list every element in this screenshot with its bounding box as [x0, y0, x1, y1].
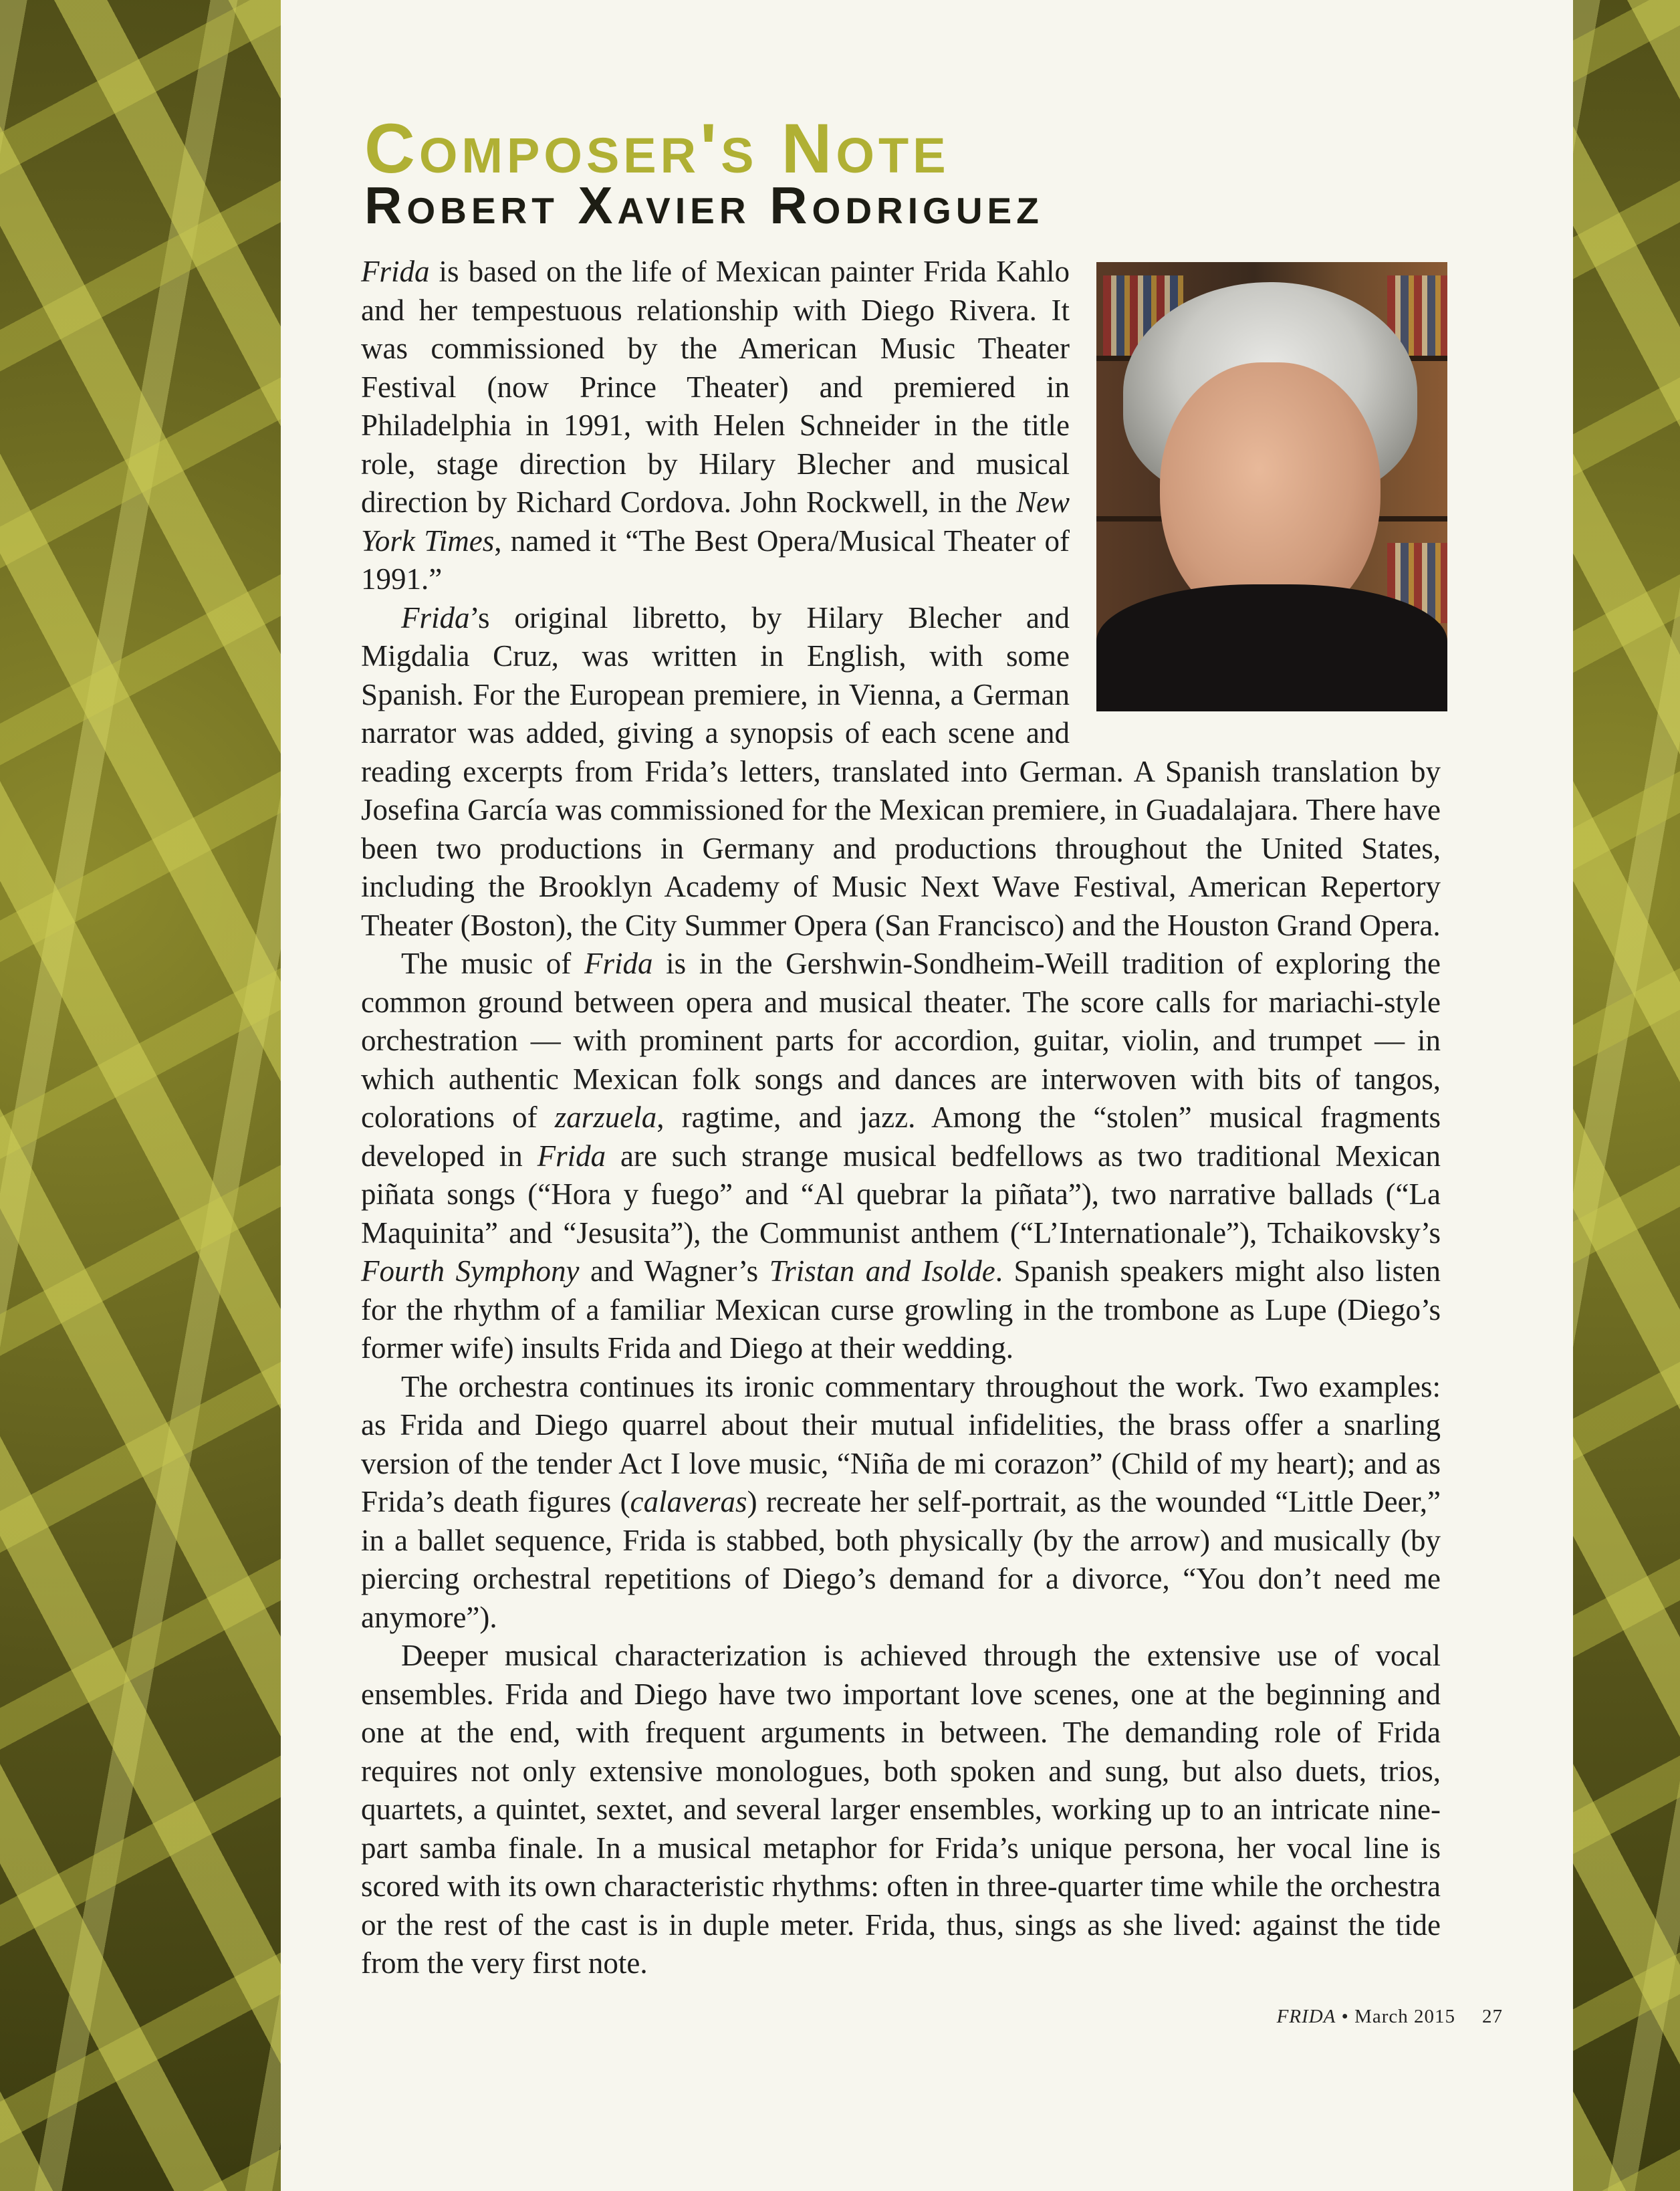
author-name: Robert Xavier Rodriguez — [364, 176, 1044, 235]
paragraph-5: Deeper musical characterization is achieved through the extensive use of vocal ensembles. Frida and Diego have two important love scenes, one at the beginning and one at the end, with frequent arguments in between. The demanding role of Frida requires not only extensive monologues, both spoken and sung, but also duets, trios, quartets, a quintet, sextet, and several larger ensembles, working up to an intricate nine-part samba finale. In a musical metaphor for Frida’s unique persona, her vocal line is scored with its own characteristic rhythms: often in three-quarter time while the orchestra or the rest of the cast is in duple meter. Frida, thus, sings as she lived: against the tide from the very first note. — [361, 1639, 1441, 1980]
paragraph-2: Frida’s original libretto, by Hilary Blecher and Migdalia Cruz, was written in English, with some Spanish. For the European premiere, in Vienna, a German narrator was added, giving a synopsis of each scene and reading excerpts from Frida’s letters, translated into German. A Spanish translation by Josefina García was commissioned for the Mexican premiere, in Guadalajara. There have been two productions in Germany and productions throughout the United States, including the Brooklyn Academy of Music Next Wave Festival, American Repertory Theater (Boston), the City Summer Opera (San Francisco) and the Houston Grand Opera. — [361, 600, 1441, 942]
footer-separator: • — [1336, 2006, 1355, 2027]
article-body — [361, 253, 1441, 1983]
paragraph-1: Frida is based on the life of Mexican painter Frida Kahlo and her tempestuous relationship with Diego Rivera. It was commissioned by the American Music Theater Festival (now Prince Theater) and premiered in Philadelphia in 1991, with Helen Schneider in the title role, stage direction by Hilary Blecher and musical direction by Richard Cordova. John Rockwell, in the New York Times, named it “The Best Opera/Musical Theater of 1991.” — [361, 255, 1070, 596]
issue-date: March 2015 — [1354, 2006, 1455, 2027]
decorative-background-right — [1573, 0, 1680, 2191]
decorative-background-left — [0, 0, 281, 2191]
page-footer — [1277, 2006, 1503, 2028]
publication-name: FRIDA — [1276, 2006, 1336, 2027]
paragraph-4: The orchestra continues its ironic commentary throughout the work. Two examples: as Frida and Diego quarrel about their mutual infidelities, the brass offer a snarling version of the tender Act I love music, “Niña de mi corazon” (Child of my heart); and as Frida’s death figures (calaveras) recreate her self-portrait, as the wounded “Little Deer,” in a ballet sequence, Frida is stabbed, both physically (by the arrow) and musically (by piercing orchestral repetitions of Diego’s demand for a divorce, “You don’t need me anymore”). — [361, 1369, 1441, 1634]
photo-wrap-space — [1070, 253, 1441, 721]
paragraph-3: The music of Frida is in the Gershwin-Sondheim-Weill tradition of exploring the common ground between opera and musical theater. The score calls for mariachi-style orchestration — with prominent parts for accordion, guitar, violin, and trumpet — in which authentic Mexican folk songs and dances are interwoven with bits of tangos, colorations of zarzuela, ragtime, and jazz. Among the “stolen” musical fragments developed in Frida are such strange musical bedfellows as two traditional Mexican piñata songs (“Hora y fuego” and “Al quebrar la piñata”), two narrative ballads (“La Maquinita” and “Jesusita”), the Communist anthem (“L’Internationale”), Tchaikovsky’s Fourth Symphony and Wagner’s Tristan and Isolde. Spanish speakers might also listen for the rhythm of a familiar Mexican curse growling in the trombone as Lupe (Diego’s former wife) insults Frida and Diego at their wedding. — [361, 947, 1441, 1365]
page-number: 27 — [1482, 2006, 1503, 2027]
page-title: Composer's Note — [364, 110, 950, 188]
